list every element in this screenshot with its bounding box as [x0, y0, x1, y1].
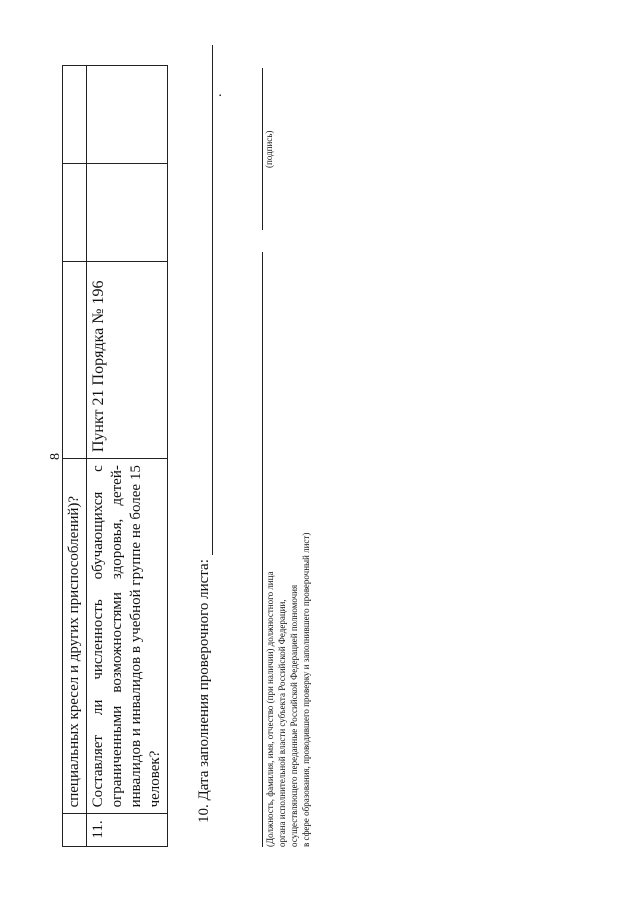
trailing-dot: .	[210, 93, 225, 97]
reference-cell	[87, 261, 168, 459]
row-number-cell	[63, 814, 87, 847]
official-name-line	[262, 252, 263, 847]
table-row	[63, 66, 87, 847]
fill-date-line	[196, 45, 213, 823]
answer-cell	[63, 163, 87, 261]
answer-cell	[87, 66, 168, 164]
fill-date-blank	[198, 45, 213, 555]
fill-date-label: 10. Дата заполнения проверочного листа:	[196, 559, 212, 823]
signature-caption: (подпись)	[264, 130, 274, 168]
answer-cell	[87, 163, 168, 261]
page-number: 8	[48, 453, 63, 460]
official-caption-line: в сфере образования, проводившего проверку и заполнившего проверочный лист)	[301, 532, 311, 847]
official-caption-line: осуществляющего переданные Российской Федерацией полномочия	[289, 584, 299, 847]
table-row	[87, 66, 168, 847]
official-caption-line: (Должность, фамилия, имя, отчество (при наличии) должностного лица	[265, 571, 275, 847]
reference-cell	[63, 261, 87, 459]
official-caption	[264, 287, 312, 847]
answer-cell	[63, 66, 87, 164]
question-continuation: специальных кресел и других приспособлений)?	[66, 495, 82, 808]
official-caption-line: органа исполнительной власти субъекта Российской Федерации,	[277, 599, 287, 847]
question-text: Составляет ли численность обучающихся с ограниченными возможностями здоровья, детей-инвалидов и инвалидов в учебной группе не более 15 человек?	[87, 459, 168, 814]
signature-line	[262, 68, 263, 230]
legal-reference: Пункт 21 Порядка № 196	[90, 280, 107, 453]
question-cell	[63, 459, 87, 814]
checklist-table	[62, 65, 168, 847]
row-number: 11.	[87, 814, 168, 847]
